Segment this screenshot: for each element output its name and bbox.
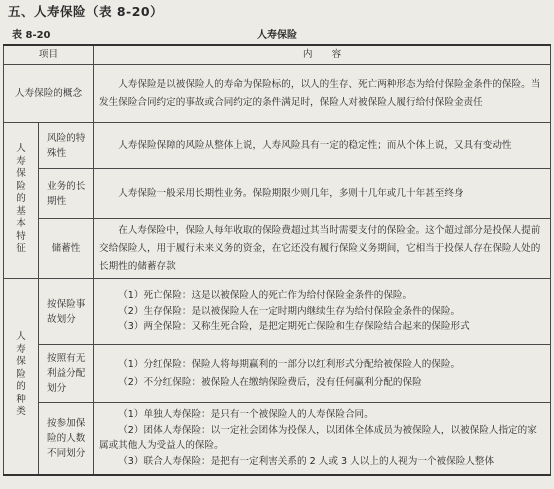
type-label: 按保险事故划分: [39, 279, 94, 345]
feature-text: 在人寿保险中，保险人每年收取的保险费超过其当时需要支付的保险金。这个超过部分是投保人提前交给保险人，用于履行未来义务的资金，在它还没有履行保险义务期间，它相当于投保人存在保险人处的长期性的储蓄存款: [99, 224, 541, 272]
type-label: 按参加保险的人数不同划分: [39, 403, 94, 475]
header-content: 内 容: [94, 45, 551, 65]
insurance-table: [3, 44, 551, 476]
features-group-text: 人寿保险的基本特征: [16, 143, 26, 254]
type-item: （1）分红保险：保险人将每期赢利的一部分以红利形式分配给被保险人的保险。: [118, 358, 461, 370]
type-item: （2）生存保险：是以被保险人在一定时期内继续生存为给付保险金条件的保险。: [118, 305, 461, 317]
feature-text: 人寿保险一般采用长期性业务。保险期限少则几年，多则十几年或几十年甚至终身: [118, 187, 464, 199]
feature-text: 人寿保险保障的风险从整体上说，人寿风险具有一定的稳定性；而从个体上说，又具有变动性: [118, 139, 512, 151]
types-group-text: 人寿保险的种类: [16, 331, 26, 418]
section-heading: 五、人寿保险（表 8-20）: [8, 4, 164, 19]
features-group-label: [4, 123, 39, 279]
feature-label: 业务的长期性: [39, 169, 94, 219]
feature-label: 风险的特殊性: [39, 123, 94, 169]
header-item: 项目: [4, 45, 94, 65]
concept-label: 人寿保险的概念: [4, 65, 94, 123]
type-row: [4, 279, 551, 345]
table-caption: [12, 26, 542, 40]
table-header-row: [4, 45, 551, 65]
concept-text: 人寿保险是以被保险人的寿命为保险标的，以人的生存、死亡两种形态为给付保险金条件的保险。当发生保险合同约定的事故或合同约定的条件满足时，保险人对被保险人履行给付保险金责任: [99, 78, 541, 108]
feature-row: [4, 219, 551, 279]
feature-row: [4, 123, 551, 169]
table-title: 人寿保险: [257, 30, 297, 41]
type-item: （2）团体人寿保险：以一定社会团体为投保人，以团体全体成员为被保险人，以被保险人指定的家属或其他人为受益人的保险。: [99, 424, 537, 452]
type-item: （2）不分红保险：被保险人在缴纳保险费后，没有任何赢利分配的保险: [118, 376, 422, 388]
types-group-label: [4, 279, 39, 475]
feature-row: [4, 169, 551, 219]
table-label: 表 8-20: [12, 30, 51, 41]
feature-label: 储蓄性: [39, 219, 94, 279]
type-item: （3）联合人寿保险：是把有一定利害关系的 2 人或 3 人以上的人视为一个被保险人整体: [118, 455, 495, 467]
type-row: [4, 345, 551, 403]
type-item: （1）死亡保险：这是以被保险人的死亡作为给付保险金条件的保险。: [118, 290, 413, 302]
type-item: （3）两全保险：又称生死合险，是把定期死亡保险和生存保险结合起来的保险形式: [118, 321, 470, 333]
concept-row: [4, 65, 551, 123]
type-item: （1）单独人寿保险：是只有一个被保险人的人寿保险合同。: [118, 409, 374, 421]
type-row: [4, 403, 551, 475]
type-label: 按照有无利益分配划分: [39, 345, 94, 403]
